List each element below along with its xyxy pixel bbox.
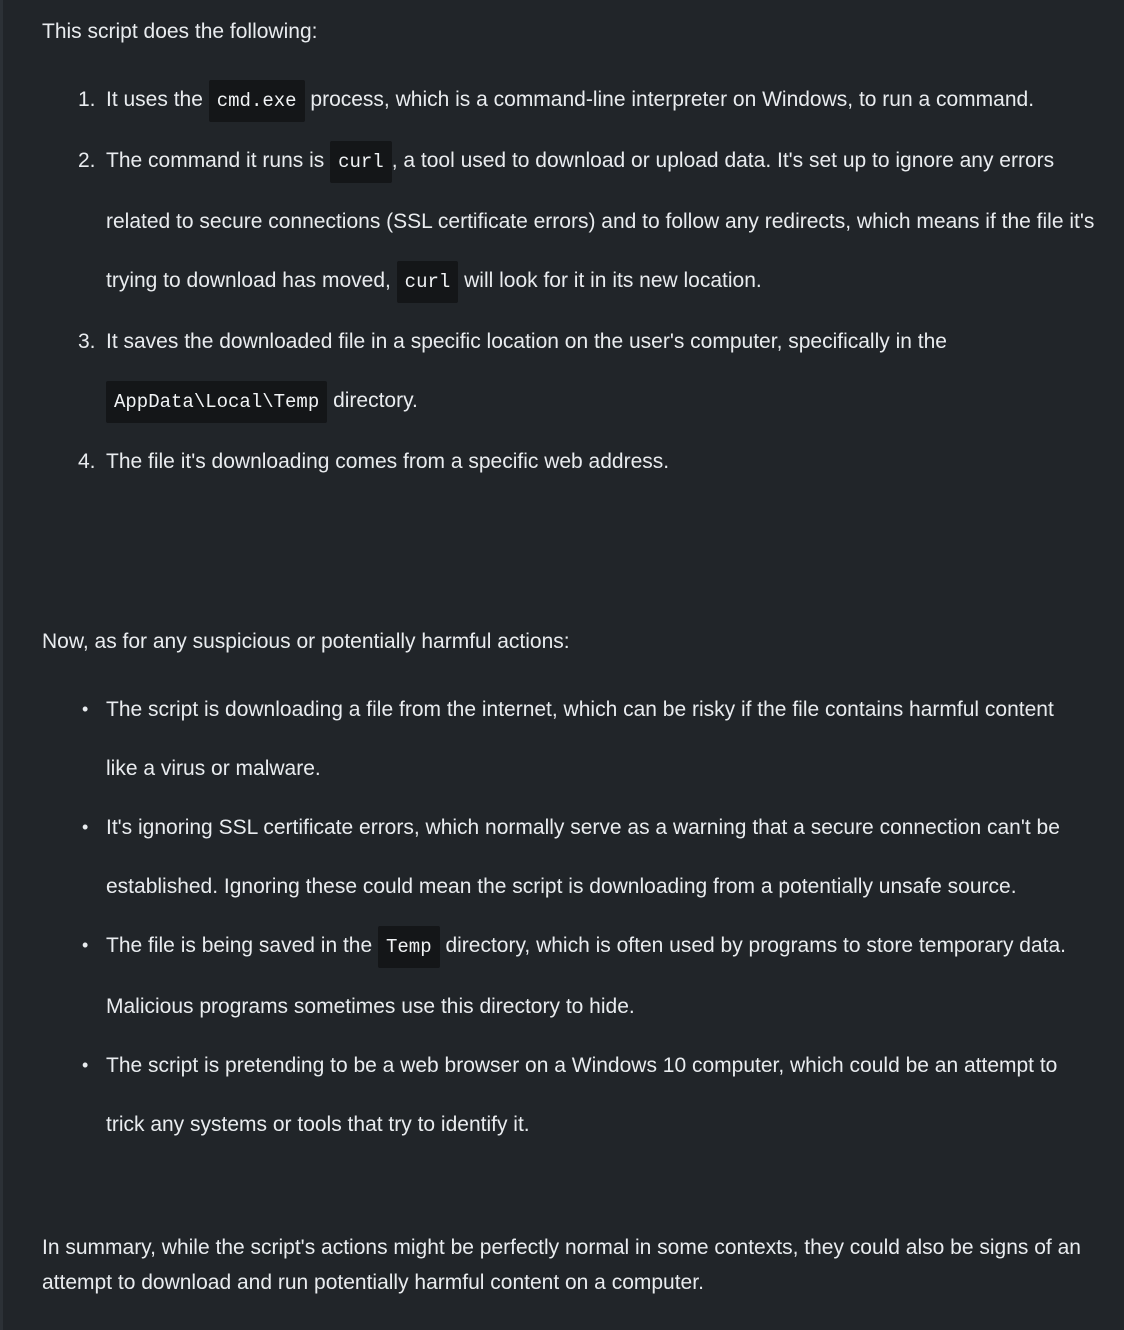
list-text: process, which is a command-line interpreter on Windows, to run a command. [304, 88, 1035, 111]
inline-code: Temp [378, 926, 440, 968]
list-item [78, 131, 1096, 312]
list-number: 3. [78, 330, 96, 353]
list-number: 2. [78, 149, 96, 172]
list-text: will look for it in its new location. [458, 269, 762, 292]
inline-code: cmd.exe [209, 80, 305, 122]
inline-code: AppData\Local\Temp [106, 381, 327, 423]
list-item [82, 916, 1091, 1036]
inline-code: curl [397, 261, 459, 303]
section-paragraph: Now, as for any suspicious or potentially harmful actions: [42, 630, 570, 653]
list-text: The file it's downloading comes from a specific web address. [106, 450, 670, 473]
summary-paragraph: In summary, while the script's actions might be perfectly normal in some contexts, they could also be signs of an attempt to download and run potentially harmful content on a computer. [42, 1236, 1081, 1294]
list-text: The file is being saved in the [106, 934, 378, 957]
bullet-icon: • [82, 935, 89, 955]
list-text: directory. [327, 389, 418, 412]
list-item [82, 798, 1091, 916]
list-text: It saves the downloaded file in a specific location on the user's computer, specifically in the [106, 330, 947, 353]
list-item [82, 680, 1091, 798]
list-text: The script is pretending to be a web browser on a Windows 10 computer, which could be an attempt to trick any systems or tools that try to identify it. [106, 1054, 1058, 1136]
bullet-icon: • [82, 699, 89, 719]
list-number: 1. [78, 88, 96, 111]
list-item [78, 432, 1096, 491]
list-text: The script is downloading a file from the internet, which can be risky if the file contains harmful content like a virus or malware. [106, 698, 1054, 780]
bullet-icon: • [82, 1055, 89, 1075]
inline-code: curl [330, 141, 392, 183]
list-text: directory, which is often used by programs to store temporary data. Malicious programs sometimes use this directory to hide. [106, 934, 1066, 1018]
list-text: It's ignoring SSL certificate errors, which normally serve as a warning that a secure connection can't be established. Ignoring these could mean the script is downloading from a potentially unsafe source. [106, 816, 1060, 898]
list-text: It uses the [106, 88, 209, 111]
numbered-list [78, 70, 1096, 491]
list-text: The command it runs is [106, 149, 331, 172]
bullet-list [82, 680, 1091, 1154]
bullet-icon: • [82, 817, 89, 837]
message-left-rail [0, 0, 3, 1330]
list-number: 4. [78, 450, 96, 473]
list-text: , a tool used to download or upload data. It's set up to ignore any errors related to secure connections (SSL certificate errors) and to follow any redirects, which means if the file it's trying to download has moved, [106, 149, 1095, 292]
list-item [82, 1036, 1091, 1154]
intro-paragraph: This script does the following: [42, 20, 318, 43]
list-item [78, 312, 1096, 432]
list-item [78, 70, 1096, 131]
